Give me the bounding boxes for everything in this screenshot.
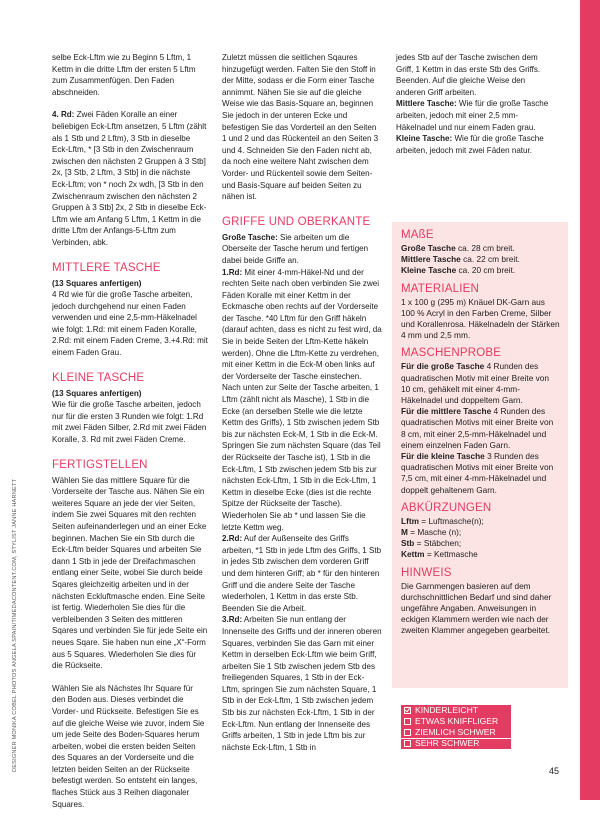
- paragraph: jedes Stb auf der Tasche zwischen dem Griff, 1 Kettm in das erste Stb des Griffs. Beenden. Auf die gleiche Weise den anderen Griff arbeiten.: [396, 53, 541, 97]
- empty-box-icon: [404, 718, 411, 725]
- difficulty-legend: [401, 705, 511, 750]
- paragraph: 3.Rd: Arbeiten Sie nun entlang der Innenseite des Griffs und der inneren oberen Squares, verbinden Sie das Garn mit einer Kettm in derselben Eck-Lftm wie beim Griff, arbeiten Sie 1 Stb zwischen jedem Stb des freiliegenden Squares, 1 Stb in der Eck-Lftm, springen Sie zum nächsten Square, 1 Stb in der Eck-Lftm, 1 Stb zwischen jedem Stb bis zur nächsten Eck-Lftm, 1 Stb in der Eck-Lftm. Nun entlang der Innenseite des Griffs arbeiten, 1 Stb in jede Lftm bis zur nächste Eck-Lftm, 1 Stb in: [222, 615, 382, 752]
- heading-griffe: GRIFFE UND OBERKANTE: [222, 215, 371, 228]
- difficulty-item: ETWAS KNIFFLIGER: [401, 716, 511, 727]
- size-medium: Mittlere Tasche ca. 22 cm breit.: [401, 254, 520, 265]
- column-3: [396, 52, 556, 167]
- paragraph: Große Tasche: Sie arbeiten um die Oberseite der Tasche herum und fertigen dabei beide Griffe an.: [222, 232, 369, 265]
- abbr-item: M = Masche (n);: [401, 527, 462, 538]
- paragraph: Wählen Sie als Nächstes Ihr Square für den Boden aus. Dieses verbindet die Vorder- und Rückseite. Befestigen Sie es auf die gleiche Weise wie zuvor, indem Sie um jede Seite des Boden-Squares herum arbeiten, wobei die ersten beiden Seiten des Squares an der Vorderseite und die letzten beiden Seiten an der Rückseite befestigt werden. So entsteht ein langes, flaches Stück aus 3 Reihen diagonaler Squares.: [52, 683, 205, 809]
- heading-abkuerzungen: ABKÜRZUNGEN: [401, 501, 492, 514]
- heading-materialien: MATERIALIEN: [401, 282, 480, 295]
- paragraph: selbe Eck-Lftm wie zu Beginn 5 Lftm, 1 Kettm in die dritte Lftm der ersten 5 Lftm zum Zusammenfügen. Den Faden abschneiden.: [52, 53, 196, 97]
- photo-credits: DESIGNER MONIKA COBEL PHOTOS ANGELA SPAIN/TIMEDACONTENT.COM, STYLIST JANNE HARNETT: [12, 478, 18, 772]
- column-2: [222, 52, 382, 764]
- paragraph: Beenden Sie die Arbeit.: [222, 603, 307, 613]
- edge-color-bar: [580, 0, 600, 800]
- difficulty-item: SEHR SCHWER: [401, 739, 511, 750]
- watermark: PassionForum.ru: [509, 783, 578, 793]
- size-large: Große Tasche ca. 28 cm breit.: [401, 243, 515, 253]
- heading-mittlere-tasche: MITTLERE TASCHE: [52, 261, 161, 274]
- paragraph: 1.Rd: Mit einer 4-mm-Häkel-Nd und der rechten Seite nach oben verbinden Sie zwei Fäden Koralle mit einer Kettm in der Eckmasche oben rechts auf der Vorderseite der Tasche. *40 Lftm für den Griff häkeln (darauf achten, dass es nicht zu fest wird, da Sie in beide Seiten der Lftm-Kette häkeln werden). Ohne die Lftm-Kette zu verdrehen, mit einer Kettm in die Eck-M oben links auf der Vorderseite der Tasche einstechen. Nach unten zur Seite der Tasche arbeiten, 1 Lftm (zählt nicht als Masche), 1 Stb in die Ecke (an derselben Stelle wie die letzte Kettm des Griffs), 1 Stb zwischen jedem Stb bis zur nächsten Eck-M, 1 Stb in die Eck-M. Springen Sie zum nächsten Square (das Teil der Rückseite der Tasche ist), 1 Stb in die Eck-Lftm, 1 Stb zwischen jedem Stb bis zur nächsten Eck-Lftm, 1 Stb in die Eck-Lftm, 1 Kettm in dieselbe Ecke (dies ist die rechte Spitze der Rückseite der Tasche). Wiederholen Sie ab * und lassen Sie die letzte Kettm weg.: [222, 267, 382, 532]
- gauge-small: Für die kleine Tasche 3 Runden des quadratischen Motivs mit einer Breite von 7,5 cm, mit einer 4-mm-Häkelnadel und doppelt gehaltenem Garn.: [401, 451, 554, 495]
- empty-box-icon: [404, 729, 411, 736]
- subheading: (13 Squares anfertigen): [52, 278, 142, 288]
- subheading: (13 Squares anfertigen): [52, 388, 142, 398]
- abbr-item: Lftm = Luftmasche(n);: [401, 515, 484, 526]
- checked-box-icon: [404, 707, 411, 714]
- heading-hinweis: HINWEIS: [401, 566, 452, 579]
- difficulty-item: ZIEMLICH SCHWER: [401, 727, 511, 738]
- empty-box-icon: [404, 740, 411, 747]
- gauge-large: Für die große Tasche 4 Runden des quadratischen Motiv mit einer Breite von 10 cm, gehäkelt mit einer 4-mm-Häkelnadel und doppeltem Garn.: [401, 361, 550, 406]
- column-1: [52, 52, 208, 821]
- paragraph: 4 Rd wie für die große Tasche arbeiten, jedoch durchgehend nur einen Faden verwenden und eine 2,5-mm-Häkelnadel wie folgt: 1.Rd: mit einem Faden Koralle, 2.Rd: mit einem Faden Creme, 3.+4.Rd: mit einem Faden Grau.: [52, 290, 208, 358]
- materials-text: 1 x 100 g (295 m) Knäuel DK-Garn aus 100 % Acryl in den Farben Creme, Silber und Korallenrosa. Häkelnadeln der Stärken 4 mm und 2,5 mm.: [401, 296, 560, 341]
- abbr-item: Stb = Stäbchen;: [401, 538, 462, 549]
- heading-masse: MAßE: [401, 229, 434, 241]
- difficulty-item: KINDERLEICHT: [401, 705, 511, 716]
- paragraph: Mittlere Tasche: Wie für die große Tasche arbeiten, jedoch mit einer 2,5 mm-Häkelnadel und nur einem Faden grau.: [396, 99, 549, 132]
- page-number: 45: [549, 766, 560, 776]
- heading-fertigstellen: FERTIGSTELLEN: [52, 458, 148, 471]
- gauge-medium: Für die mittlere Tasche 4 Runden des quadratischen Motivs mit einer Breite von 8 cm, mit einer 2,5-mm-Häkelnadel und einem einzelnen Faden Garn.: [401, 406, 554, 450]
- size-small: Kleine Tasche ca. 20 cm breit.: [401, 265, 516, 276]
- paragraph: Wählen Sie das mittlere Square für die Vorderseite der Tasche aus. Nähen Sie ein weiteres Square an jede der vier Seiten, indem Sie zwei Squares mit den rechten Seiten aufeinanderlegen und an einer Ecke beginnen. Machen Sie ein Stb durch die Eck-Lftm beider Squares und arbeiten Sie dann 1 Stb in jede der Dreifachmaschen entlang einer Seite, wobei Sie durch beide Sqares gleichzeitig arbeiten und in der nächsten Eckluftmasche enden. Eine Seite ist fertig. Wiederholen Sie dies für die verbleibenden 3 Seiten des mittleren Sqares und verbinden Sie für jede Seite ein neues Sqare. Sie haben nun eine „X“-Form aus 5 Squares. Wiederholen Sie dies für die Rückseite.: [52, 475, 208, 671]
- paragraph: 2.Rd: Auf der Außenseite des Griffs arbeiten, *1 Stb in jede Lftm des Griffs, 1 Stb in jedes Stb zwischen dem vorderen Griff und dem hinteren Griff; ab * für den hinteren Griff und die andere Seite der Tasche wiederholen, 1 Kettm in das erste Stb.: [222, 534, 382, 602]
- note-text: Die Garnmengen basieren auf dem durchschnittlichen Bedarf und sind daher ungefähre Angaben. Anweisungen in eckigen Klammern werden wie nach der zweiten Klammer angegeben gearbeitet.: [401, 580, 552, 636]
- paragraph: Zuletzt müssen die seitlichen Sqaures hinzugefügt werden. Falten Sie den Stoff in der Mitte, sodass er die Form einer Tasche annimmt. Nähen Sie sie auf die gleiche Weise wie das Basis-Square an, beginnen Sie jedoch in der unteren Ecke und befestigen Sie das Vorderteil an den Seiten 1 und 2 und das Rückenteil an den Seiten 3 und 4. Schneiden Sie den Faden nicht ab, da noch eine weitere Naht zwischen dem Vorder- und Rückenteil sowie dem Seiten- und Basis-Square auf beiden Seiten zu nähen ist.: [222, 53, 379, 202]
- paragraph: Wie für die große Tasche arbeiten, jedoch nur für die ersten 3 Runden wie folgt: 1.Rd mit zwei Fäden Silber, 2.Rd mit zwei Fäden Koralle, 3. Rd mit zwei Fäden Creme.: [52, 400, 207, 445]
- round-4-paragraph: 4. Rd: Zwei Fäden Koralle an einer beliebigen Eck-Lftm ansetzen, 5 Lftm (zählt als 1 Stb und 2 Lftm), 3 Stb in dieselbe Eck-Lftm, * [3 Stb in den Zwischenraum zwischen den nächsten 2 Gruppen à 3 Stb] 2x, [3 Stb, 2 Lftm, 3 Stb] in die nächste Eck-Lftm; von * noch 2x wdh, [3 Stb in den Zwischenraum zwischen den nächsten 2 Gruppen à 3 Stb] 2x, 2 Stb in dieselbe Eck-Lftm wie am Anfang 5 Lftm, 1 Kettm in die dritte Lftm der Anfangs-5-Lftm zum Verbinden, abk.: [52, 110, 207, 247]
- info-box: [392, 222, 568, 688]
- heading-kleine-tasche: KLEINE TASCHE: [52, 371, 145, 384]
- abbr-item: Kettm = Kettmasche: [401, 549, 478, 560]
- paragraph: Kleine Tasche: Wie für die große Tasche arbeiten, jedoch mit zwei Fäden natur.: [396, 134, 544, 155]
- heading-maschenprobe: MASCHENPROBE: [401, 347, 502, 360]
